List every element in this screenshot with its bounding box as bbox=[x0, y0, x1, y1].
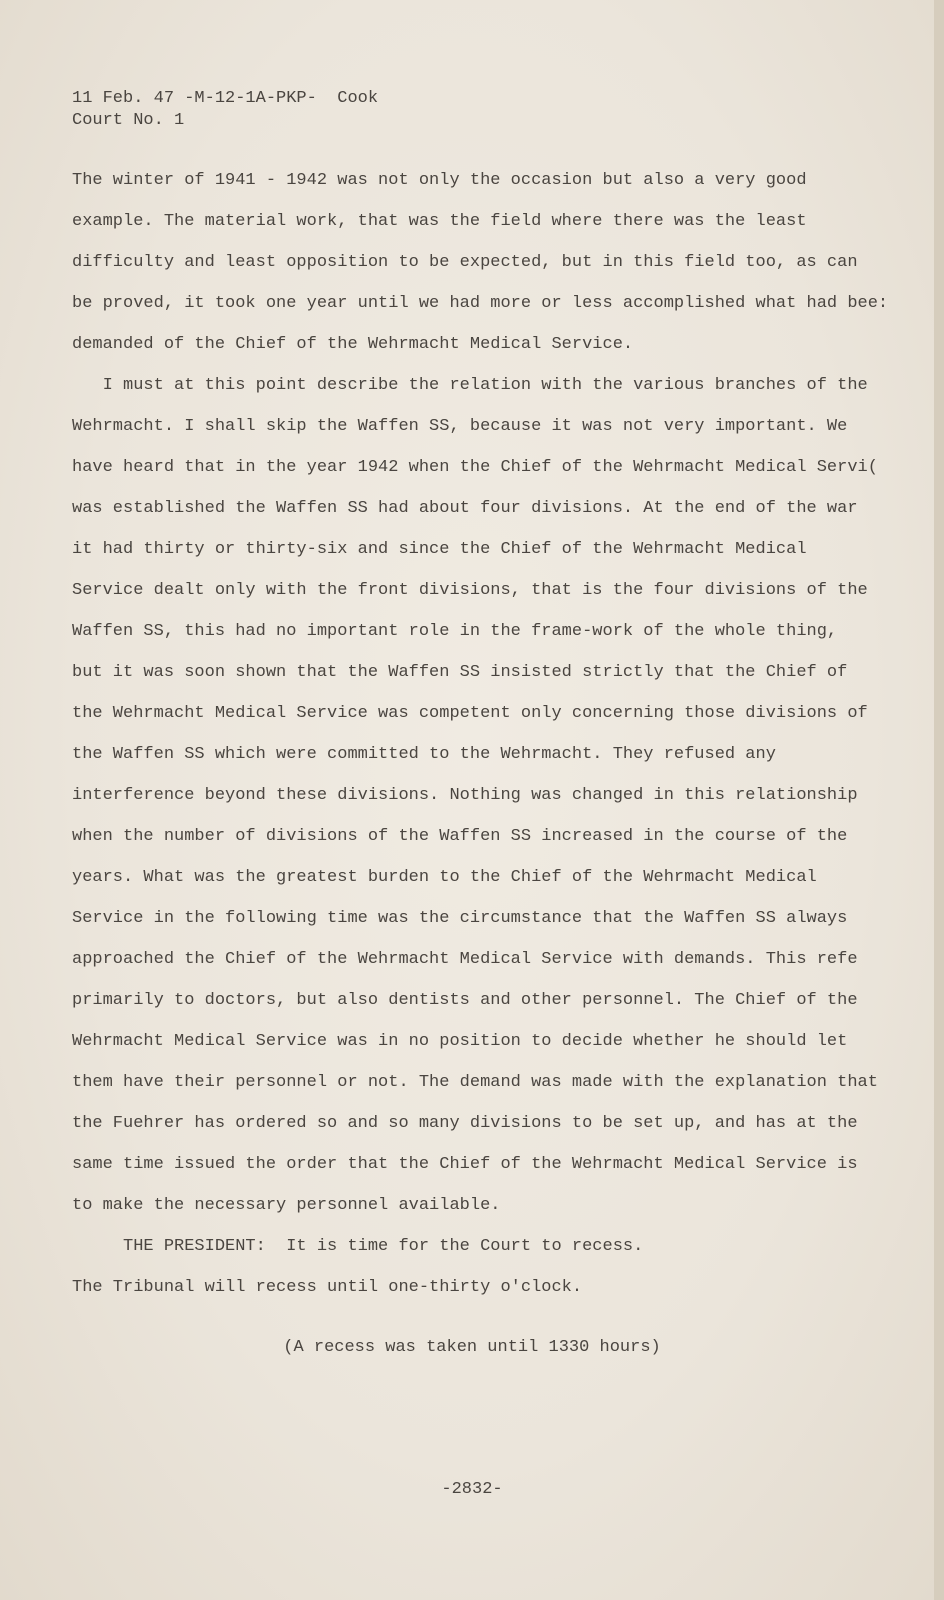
text-line: same time issued the order that the Chief of the Wehrmacht Medical Service is bbox=[72, 1155, 858, 1174]
text-line: approached the Chief of the Wehrmacht Medical Service with demands. This refe bbox=[72, 950, 858, 969]
text-line: The winter of 1941 - 1942 was not only the occasion but also a very good bbox=[72, 171, 807, 190]
text-line: The Tribunal will recess until one-thirty o'clock. bbox=[72, 1278, 583, 1297]
transcript-body bbox=[72, 160, 889, 1308]
text-line: years. What was the greatest burden to the Chief of the Wehrmacht Medical bbox=[72, 868, 817, 887]
text-line: the Wehrmacht Medical Service was competent only concerning those divisions of bbox=[72, 704, 868, 723]
text-line: it had thirty or thirty-six and since the Chief of the Wehrmacht Medical bbox=[72, 540, 807, 559]
text-line: I must at this point describe the relation with the various branches of the bbox=[72, 376, 868, 395]
text-line: Service dealt only with the front divisions, that is the four divisions of the bbox=[72, 581, 868, 600]
header-date-line: 11 Feb. 47 -M-12-1A-PKP- Cook bbox=[72, 89, 379, 108]
page-edge bbox=[934, 0, 944, 1600]
text-line: Wehrmacht. I shall skip the Waffen SS, because it was not very important. We bbox=[72, 417, 848, 436]
text-line: have heard that in the year 1942 when the Chief of the Wehrmacht Medical Servi( bbox=[72, 458, 878, 477]
page-number: -2832- bbox=[441, 1480, 503, 1499]
recess-note: (A recess was taken until 1330 hours) bbox=[283, 1338, 661, 1357]
text-line: them have their personnel or not. The demand was made with the explanation that bbox=[72, 1073, 878, 1092]
text-line: but it was soon shown that the Waffen SS insisted strictly that the Chief of bbox=[72, 663, 848, 682]
text-line: the Waffen SS which were committed to the Wehrmacht. They refused any bbox=[72, 745, 776, 764]
header bbox=[72, 88, 378, 132]
text-line: Service in the following time was the circumstance that the Waffen SS always bbox=[72, 909, 848, 928]
text-line: was established the Waffen SS had about four divisions. At the end of the war bbox=[72, 499, 858, 518]
text-line: to make the necessary personnel available. bbox=[72, 1196, 501, 1215]
text-line: THE PRESIDENT: It is time for the Court to recess. bbox=[72, 1237, 644, 1256]
text-line: example. The material work, that was the field where there was the least bbox=[72, 212, 807, 231]
text-line: Wehrmacht Medical Service was in no position to decide whether he should let bbox=[72, 1032, 848, 1051]
header-court-line: Court No. 1 bbox=[72, 111, 185, 130]
text-line: the Fuehrer has ordered so and so many divisions to be set up, and has at the bbox=[72, 1114, 858, 1133]
text-line: be proved, it took one year until we had more or less accomplished what had bee: bbox=[72, 294, 889, 313]
text-line: when the number of divisions of the Waffen SS increased in the course of the bbox=[72, 827, 848, 846]
text-line: demanded of the Chief of the Wehrmacht Medical Service. bbox=[72, 335, 634, 354]
text-line: interference beyond these divisions. Nothing was changed in this relationship bbox=[72, 786, 858, 805]
text-line: difficulty and least opposition to be expected, but in this field too, as can bbox=[72, 253, 858, 272]
text-line: Waffen SS, this had no important role in the frame-work of the whole thing, bbox=[72, 622, 838, 641]
text-line: primarily to doctors, but also dentists and other personnel. The Chief of the bbox=[72, 991, 858, 1010]
